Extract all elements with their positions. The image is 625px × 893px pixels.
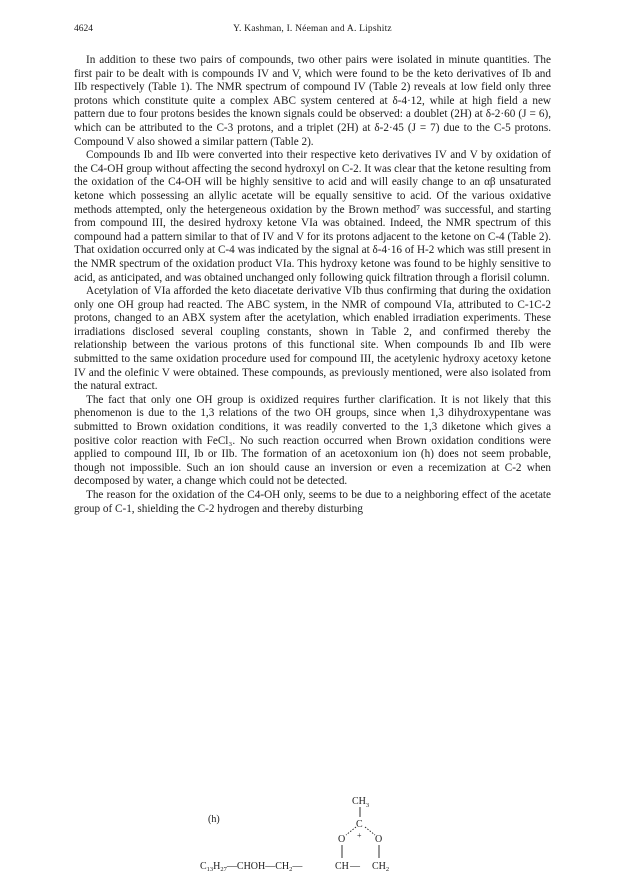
positive-charge: + — [357, 831, 362, 840]
central-carbon: C — [356, 819, 363, 830]
paragraph-3: Acetylation of VIa afforded the keto diacetate derivative VIb thus confirming that during the oxidation only one OH group had reacted. The ABC system, in the NMR of compound VIa, attributed to C-1C-2 protons, changed to an ABX system after the acetylation, which enabled irradiation experiments. These irradiations disclosed several coupling constants, shown in Table 2, and confirmed thereby the relationship between the various protons of this functional site. When compounds Ib and IIb were submitted to the same oxidation procedure used for compound III, the acetylenic hydroxy acetoxy ketone IV and the olefinic V were obtained. These compounds, as previously mentioned, were also isolated from the natural extract. — [74, 285, 551, 393]
bond-c-o-right — [365, 827, 375, 835]
page-number: 4624 — [74, 24, 93, 34]
oxygen-right: O — [375, 834, 383, 845]
article-body — [74, 54, 551, 516]
structure-drawing — [74, 792, 551, 882]
bond-c-o-left — [346, 827, 356, 835]
chain-ch: CH — [335, 861, 349, 872]
paragraph-4: The fact that only one OH group is oxidized requires further clarification. It is not likely that this phenomenon is due to the 1,3 relations of the two OH groups, since when 1,3 dihydroxypentane was submitted to Brown oxidation conditions, it was readily converted to the 1,3 diketone which gives a positive color reaction with FeCl₃. No such reaction occurred when Brown oxidation conditions were applied to compound III, Ib or IIb. The formation of an acetoxonium ion (h) does not seem probable, though not impossible. Such an ion should cause an inversion or even a recemization at C-2 when decomposed by water, a change which could not be detected. — [74, 393, 551, 488]
running-header — [74, 22, 551, 36]
chain-dash: — — [350, 861, 360, 872]
paragraph-1: In addition to these two pairs of compounds, two other pairs were isolated in minute quantities. The first pair to be dealt with is compounds IV and V, which were found to be the keto derivatives of Ib and IIb respectively (Table 1). The NMR spectrum of compound IV (Table 2) reveals at low field only three protons which constitute quite a complex ABC system centered at δ-4·12, while at high field a new pattern due to four protons besides the known signals could be observed: a doublet (2H) at δ-2·60 (J = 6), which can be attributed to the C-3 protons, and a triplet (2H) at δ-2·45 (J = 7) due to the C-5 protons. Compound V also showed a similar pattern (Table 2). — [74, 54, 551, 148]
chain-formula: $C_{13}H_{27}—CHOH—CH_2—$ — [200, 861, 303, 873]
paragraph-2: Compounds Ib and IIb were converted into their respective keto derivatives IV and V by oxidation of the C4-OH group without affecting the second hydroxyl on C-2. It was clear that the ketone resulting from the oxidation of the C4-OH will be highly sensitive to acid and will easily change to an αβ unsaturated ketone which possessing an allylic acetate will be equally sensitive to acid. Of the various oxidative methods attempted, only the hetergeneous oxidation by the Brown method⁷ was successful, and starting from compound III, the desired hydroxy ketone VIa was obtained. Indeed, the NMR spectrum of this compound had a pattern similar to that of IV and V for its protons adjacent to the ketone on C-4 (Table 2). That oxidation occurred only at C-4 was indicated by the signal at δ-4·16 of H-2 which was still present in the NMR spectrum of the oxidation product VIa. This hydroxy ketone was found to be highly sensitive to acid, as anticipated, and was obtained unchanged only following quick filtration through a florisil column. — [74, 149, 552, 284]
structure-label: (h) — [208, 814, 220, 825]
acetoxonium-ion-structure — [74, 792, 551, 882]
running-authors: Y. Kashman, I. Néeman and A. Lipshitz — [233, 24, 392, 34]
chain-ch2-end: $CH_2$ — [372, 861, 390, 873]
paragraph-5: The reason for the oxidation of the C4-OH only, seems to be due to a neighboring effect of the acetate group of C-1, shielding the C-2 hydrogen and thereby disturbing — [74, 489, 551, 515]
methyl-group: $CH_3$ — [352, 796, 370, 809]
oxygen-left: O — [338, 834, 346, 845]
